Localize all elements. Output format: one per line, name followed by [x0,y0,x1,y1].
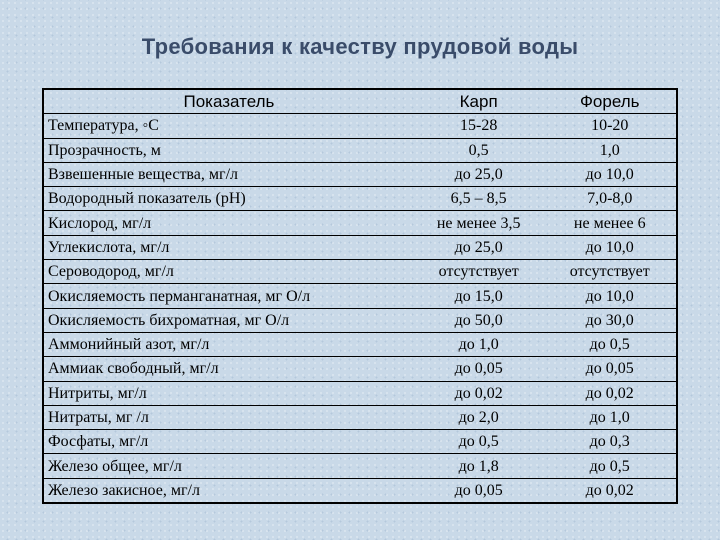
carp-cell: до 1,0 [414,332,544,356]
table-row [43,308,677,332]
table-row [43,332,677,356]
table-row [43,430,677,454]
trout-cell: до 0,02 [585,481,634,499]
indicator-cell: Прозрачность, м [43,138,414,162]
trout-cell: не менее 6 [543,211,677,235]
table-row [43,138,677,162]
trout-cell: до 0,05 [543,357,677,381]
trout-cell: до 0,02 [543,381,677,405]
header-trout: Форель [543,89,677,114]
indicator-cell: Водородный показатель (рН) [43,187,414,211]
carp-cell: до 25,0 [414,235,544,259]
carp-cell: до 0,05 [414,357,544,381]
water-quality-table [42,88,678,504]
carp-cell: 0,5 [414,138,544,162]
carp-cell: до 50,0 [414,308,544,332]
trout-cell: до 0,3 [543,430,677,454]
table-row [43,260,677,284]
table-row [43,211,677,235]
indicator-cell: Фосфаты, мг/л [43,430,414,454]
indicator-cell: Аммиак свободный, мг/л [43,357,414,381]
table-row [43,187,677,211]
table-row [43,284,677,308]
carp-cell: 15-28 [414,114,544,138]
carp-cell: до 25,0 [414,162,544,186]
indicator-cell: Нитраты, мг /л [43,405,414,429]
table-body [43,114,677,503]
indicator-cell: Углекислота, мг/л [43,235,414,259]
carp-cell: до 2,0 [414,405,544,429]
table-row [43,478,677,503]
indicator-cell: Аммонийный азот, мг/л [43,332,414,356]
header-indicator: Показатель [43,89,414,114]
carp-cell: до 0,5 [414,430,544,454]
table-row [43,357,677,381]
indicator-cell: Кислород, мг/л [43,211,414,235]
trout-cell: отсутствует [543,260,677,284]
trout-cell: до 0,5 [543,454,677,478]
trout-cell: до 10,0 [543,284,677,308]
trout-cell: до 10,0 [543,235,677,259]
indicator-cell: Взвешенные вещества, мг/л [43,162,414,186]
trout-cell: 10-20 [543,114,677,138]
trout-cell: 1,0 [543,138,677,162]
indicator-cell: Температура, ◦С [43,114,414,138]
page-title: Требования к качеству прудовой воды [141,34,579,59]
carp-cell: до 0,02 [414,381,544,405]
table-row [43,454,677,478]
indicator-cell: Нитриты, мг/л [43,381,414,405]
trout-cell: до 1,0 [543,405,677,429]
table-row [43,235,677,259]
indicator-cell: Окисляемость перманганатная, мг О/л [43,284,414,308]
carp-cell: до 15,0 [414,284,544,308]
table-row [43,405,677,429]
table-row [43,162,677,186]
carp-cell: до 0,05 [454,481,503,499]
table-row [43,114,677,138]
carp-cell: отсутствует [414,260,544,284]
trout-cell: 7,0-8,0 [543,187,677,211]
header-carp: Карп [414,89,544,114]
indicator-cell: Железо закисное, мг/л [48,481,200,499]
indicator-cell: Железо общее, мг/л [43,454,414,478]
carp-cell: не менее 3,5 [414,211,544,235]
carp-cell: до 1,8 [414,454,544,478]
indicator-cell: Сероводород, мг/л [43,260,414,284]
trout-cell: до 10,0 [543,162,677,186]
table-header-row [43,89,677,114]
table-row [43,381,677,405]
carp-cell: 6,5 – 8,5 [414,187,544,211]
indicator-cell: Окисляемость бихроматная, мг О/л [43,308,414,332]
trout-cell: до 30,0 [543,308,677,332]
trout-cell: до 0,5 [543,332,677,356]
